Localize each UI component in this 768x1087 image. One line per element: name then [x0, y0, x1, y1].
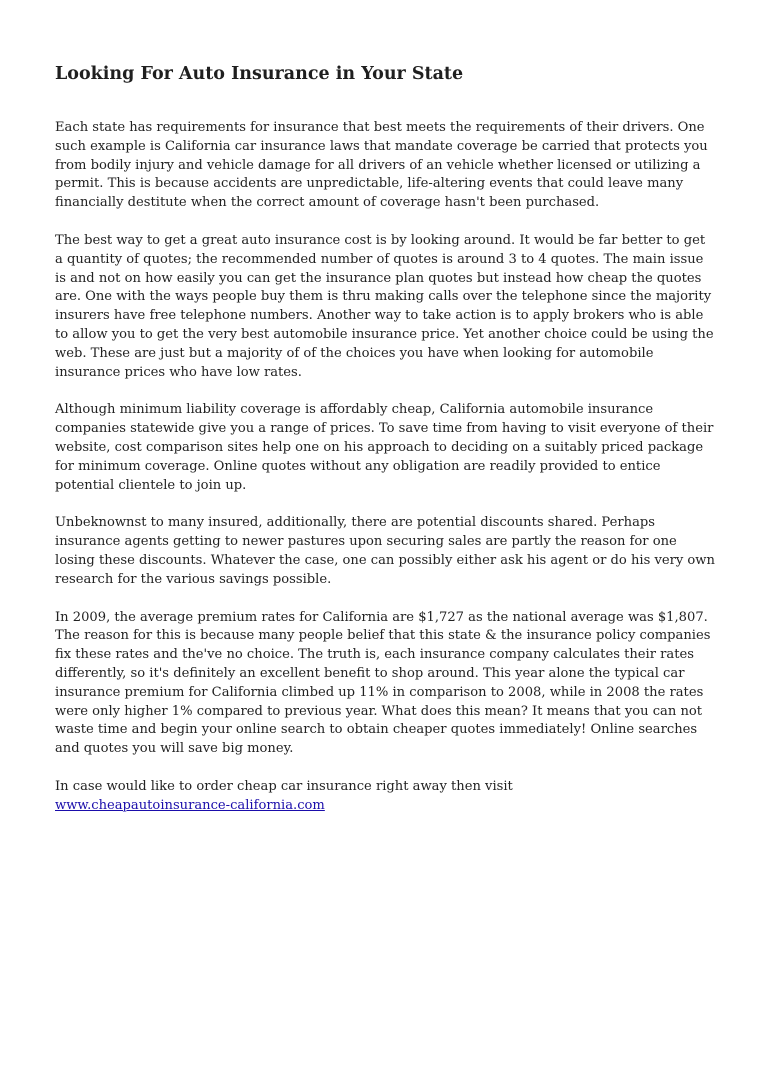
- paragraph-4: Unbeknownst to many insured, additionally, there are potential discounts shared. Perhaps insurance agents getting to newer pastures upon securing sales are partly the reason for one losing these discounts. Whatever the case, one can possibly either ask his agent or do his very own research for the various savings possible.: [55, 515, 715, 587]
- paragraph-1: Each state has requirements for insurance that best meets the requirements of their drivers. One such example is California car insurance laws that mandate coverage be carried that protects you from bodily injury and vehicle damage for all drivers of an vehicle whether licensed or utilizing a permit. This is because accidents are unpredictable, life-altering events that could leave many financially destitute when the correct amount of coverage hasn't been purchased.: [55, 120, 708, 211]
- website-link[interactable]: www.cheapautoinsurance-california.com: [55, 797, 325, 813]
- paragraph-3: Although minimum liability coverage is affordably cheap, California automobile insurance companies statewide give you a range of prices. To save time from having to visit everyone of their website, cost comparison sites help one on his approach to deciding on a suitably priced package for minimum coverage. Online quotes without any obligation are readily provided to entice potential clientele to join up.: [55, 402, 714, 493]
- closing-paragraph: [55, 778, 715, 816]
- document-page: [55, 62, 715, 816]
- paragraph-2: The best way to get a great auto insurance cost is by looking around. It would be far better to get a quantity of quotes; the recommended number of quotes is around 3 to 4 quotes. The main issue is and not on how easily you can get the insurance plan quotes but instead how cheap the quotes are. One with the ways people buy them is thru making calls over the telephone since the majority insurers have free telephone numbers. Another way to take action is to apply brokers who is able to allow you to get the very best automobile insurance price. Yet another choice could be using the web. These are just but a majority of of the choices you have when looking for automobile insurance prices who have low rates.: [55, 232, 714, 380]
- page-title: Looking For Auto Insurance in Your State: [55, 64, 464, 84]
- closing-text: In case would like to order cheap car insurance right away then visit: [55, 778, 513, 794]
- paragraph-5: In 2009, the average premium rates for California are $1,727 as the national average was $1,807. The reason for this is because many people belief that this state & the insurance policy companies fix these rates and the've no choice. The truth is, each insurance company calculates their rates differently, so it's definitely an excellent benefit to shop around. This year alone the typical car insurance premium for California climbed up 11% in comparison to 2008, while in 2008 the rates were only higher 1% compared to previous year. What does this mean? It means that you can not waste time and begin your online search to obtain cheaper quotes immediately! Online searches and quotes you will save big money.: [55, 609, 711, 757]
